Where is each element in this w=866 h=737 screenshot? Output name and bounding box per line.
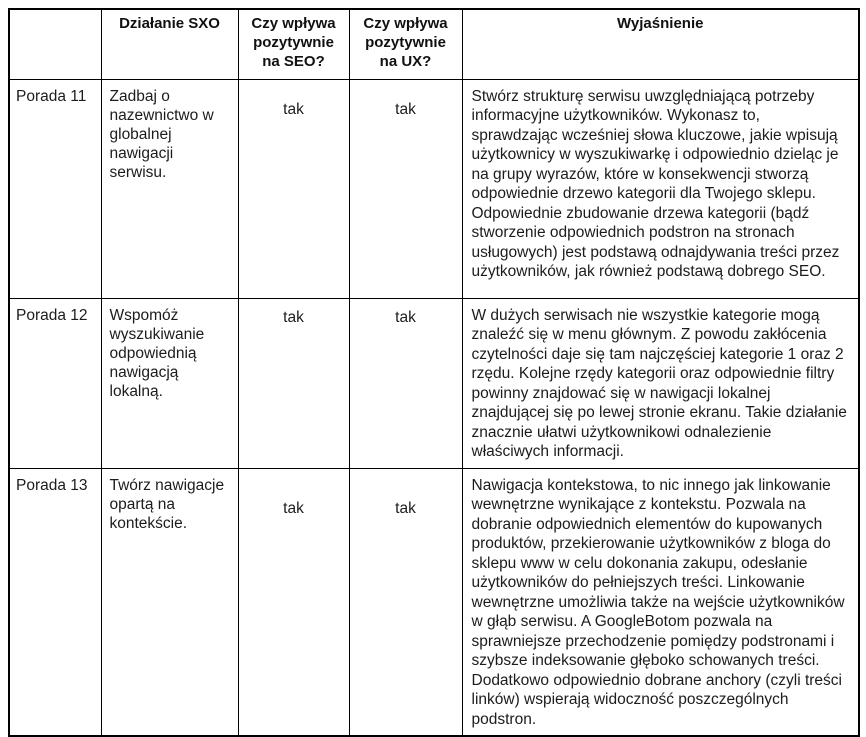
table-row (9, 79, 859, 298)
tip-id: Porada 11 (9, 79, 101, 298)
sxo-tips-table (8, 8, 860, 737)
tip-id: Porada 12 (9, 298, 101, 468)
tip-seo-answer: tak (238, 79, 349, 298)
tip-action: Wspomóż wyszukiwanie odpowiednią nawigacją lokalną. (101, 298, 238, 468)
tip-explanation: Nawigacja kontekstowa, to nic innego jak linkowanie wewnętrzne wynikające z kontekstu. Pozwala na dobranie odpowiednich elementów do kupowanych produktów, przekierowanie użytkowników z bloga do sklepu www w celu dokonania zakupu, odesłanie użytkowników do pełniejszych treści. Linkowanie wewnętrzne umożliwia także na wejście użytkowników w głąb serwisu. A GoogleBotom pozwala na sprawniejsze przechodzenie pomiędzy podstronami i szybsze indeksowanie głęboko schowanych treści. Dodatkowo odpowiednio dobrane anchory (czyli treści linków) wspierają widoczność poszczególnych podstron. (462, 468, 859, 736)
header-tip-id (9, 9, 101, 79)
tip-action: Twórz nawigacje opartą na kontekście. (101, 468, 238, 736)
tip-ux-answer: tak (349, 298, 462, 468)
header-action: Działanie SXO (101, 9, 238, 79)
tip-seo-answer: tak (238, 468, 349, 736)
header-ux: Czy wpływa pozytywnie na UX? (349, 9, 462, 79)
tip-explanation: Stwórz strukturę serwisu uwzględniającą potrzeby informacyjne użytkowników. Wykonasz to, sprawdzając wcześniej słowa kluczowe, jakie wpisują użytkownicy w wyszukiwarkę i odpowiednio dzieląc je na grupy wyrazów, które w konsekwencji stworzą odpowiednie drzewo kategorii dla Twojego sklepu. Odpowiednie zbudowanie drzewa kategorii (bądź stworzenie odpowiednich podstron na stronach usługowych) jest podstawą odnajdywania treści przez użytkowników, jak również podstawą dobrego SEO. (462, 79, 859, 298)
header-row (9, 9, 859, 79)
tip-explanation: W dużych serwisach nie wszystkie kategorie mogą znaleźć się w menu głównym. Z powodu zakłócenia czytelności daje się tam najczęściej kategorie 1 oraz 2 rzędu. Kolejne rzędy kategorii oraz odpowiednie filtry powinny znajdować się w nawigacji lokalnej znajdującej się po lewej stronie ekranu. Takie działanie znacznie ułatwi użytkownikowi odnalezienie właściwych informacji. (462, 298, 859, 468)
tip-ux-answer: tak (349, 468, 462, 736)
header-seo: Czy wpływa pozytywnie na SEO? (238, 9, 349, 79)
tip-id: Porada 13 (9, 468, 101, 736)
table-row (9, 298, 859, 468)
table-row (9, 468, 859, 736)
header-explanation: Wyjaśnienie (462, 9, 859, 79)
tip-seo-answer: tak (238, 298, 349, 468)
tip-ux-answer: tak (349, 79, 462, 298)
tip-action: Zadbaj o nazewnictwo w globalnej nawigacji serwisu. (101, 79, 238, 298)
